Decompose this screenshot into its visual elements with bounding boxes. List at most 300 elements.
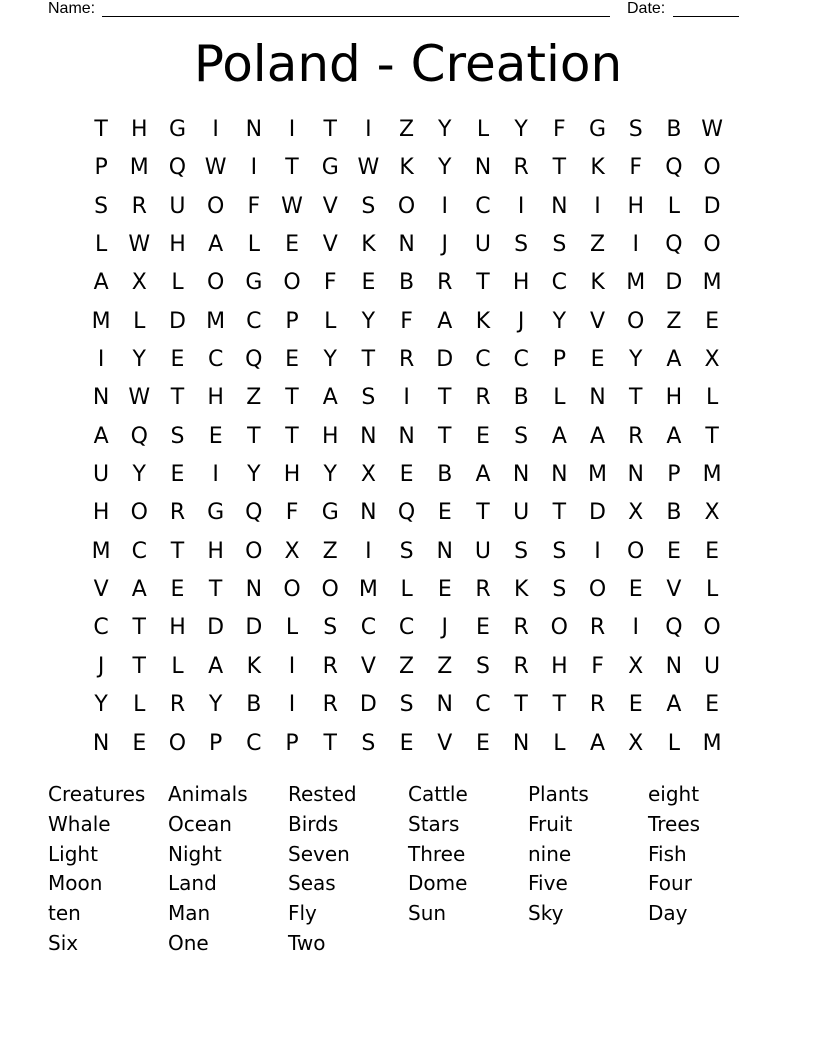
grid-letter: R bbox=[475, 385, 491, 411]
grid-letter: Q bbox=[665, 155, 683, 181]
grid-letter: E bbox=[590, 347, 605, 373]
grid-letter: C bbox=[513, 347, 529, 373]
grid-letter: M bbox=[702, 270, 722, 296]
word-list-item: Man bbox=[168, 901, 211, 926]
grid-letter: D bbox=[359, 692, 377, 718]
grid-letter: O bbox=[130, 500, 148, 526]
grid-letter: H bbox=[283, 462, 301, 488]
grid-letter: S bbox=[628, 117, 643, 142]
grid-letter: U bbox=[93, 462, 110, 488]
grid-letter: I bbox=[250, 155, 258, 181]
grid-letter: Q bbox=[168, 155, 187, 181]
grid-letter: L bbox=[247, 232, 260, 258]
grid-letter: T bbox=[247, 423, 261, 449]
header bbox=[48, 0, 748, 20]
grid-letter: D bbox=[207, 615, 225, 641]
grid-letter: E bbox=[170, 462, 185, 488]
grid-letter: Y bbox=[628, 347, 643, 373]
word-list-item: Fly bbox=[288, 901, 317, 926]
word-list-item: Sun bbox=[408, 901, 447, 926]
grid-letter: N bbox=[551, 462, 568, 488]
grid-letter: X bbox=[628, 730, 644, 756]
grid-letter: K bbox=[399, 155, 414, 181]
grid-letter: D bbox=[665, 270, 683, 296]
word-list-item: nine bbox=[528, 841, 572, 866]
grid-row bbox=[82, 226, 732, 264]
grid-letter: X bbox=[628, 500, 644, 526]
grid-letter: O bbox=[283, 270, 301, 296]
date-blank-line bbox=[673, 16, 739, 17]
grid-letter: S bbox=[552, 538, 567, 564]
grid-letter: Q bbox=[245, 347, 263, 373]
word-list-item: Seas bbox=[288, 871, 336, 896]
word-list-item: Light bbox=[48, 841, 98, 866]
grid-row bbox=[82, 456, 732, 494]
grid-letter: F bbox=[285, 500, 299, 526]
grid-letter: I bbox=[288, 653, 296, 679]
grid-letter: Z bbox=[589, 232, 606, 258]
grid-letter: I bbox=[212, 462, 219, 488]
word-list-item: Trees bbox=[648, 811, 701, 836]
grid-letter: N bbox=[398, 232, 415, 258]
grid-letter: R bbox=[398, 347, 415, 373]
grid-letter: M bbox=[702, 462, 722, 488]
grid-letter: O bbox=[206, 270, 225, 296]
word-list-item: Fish bbox=[648, 841, 687, 866]
grid-letter: I bbox=[212, 117, 219, 142]
grid-letter: K bbox=[361, 232, 376, 258]
grid-letter: L bbox=[667, 730, 681, 756]
word-list-item: Plants bbox=[528, 782, 589, 806]
grid-letter: A bbox=[590, 730, 606, 756]
word-list-item: Night bbox=[168, 841, 222, 866]
name-blank-line bbox=[102, 16, 610, 17]
grid-row bbox=[82, 609, 732, 647]
word-list-item: Rested bbox=[288, 782, 357, 806]
grid-letter: A bbox=[208, 232, 224, 258]
word-list-item: Seven bbox=[288, 841, 350, 866]
grid-letter: Y bbox=[132, 462, 146, 488]
grid-letter: R bbox=[131, 193, 147, 219]
word-list-item: Moon bbox=[48, 871, 103, 896]
grid-letter: N bbox=[551, 193, 568, 219]
grid-letter: D bbox=[245, 615, 263, 641]
grid-letter: U bbox=[704, 653, 721, 679]
grid-letter: C bbox=[475, 193, 491, 219]
word-list-item: Two bbox=[288, 930, 326, 955]
grid-letter: R bbox=[589, 692, 606, 718]
grid-row bbox=[82, 418, 732, 456]
grid-letter: U bbox=[474, 232, 492, 258]
grid-letter: X bbox=[131, 270, 147, 296]
grid-letter: E bbox=[705, 692, 720, 718]
word-list-item: Stars bbox=[408, 811, 460, 836]
grid-letter: T bbox=[438, 423, 452, 449]
word-list-item: Six bbox=[48, 930, 79, 955]
grid-letter: C bbox=[398, 615, 415, 641]
grid-letter: N bbox=[474, 155, 492, 181]
grid-letter: T bbox=[323, 117, 337, 142]
grid-letter: N bbox=[398, 423, 415, 449]
grid-letter: X bbox=[704, 500, 720, 526]
grid-letter: B bbox=[437, 462, 453, 488]
grid-letter: Z bbox=[399, 653, 415, 679]
grid-letter: I bbox=[594, 193, 601, 219]
grid-letter: B bbox=[246, 692, 262, 718]
grid-letter: D bbox=[436, 347, 454, 373]
grid-letter: E bbox=[437, 500, 452, 526]
grid-letter: I bbox=[632, 615, 639, 641]
grid-letter: Z bbox=[246, 385, 262, 411]
grid-letter: F bbox=[247, 193, 261, 219]
grid-letter: A bbox=[322, 385, 338, 411]
grid-letter: V bbox=[666, 577, 682, 603]
grid-row bbox=[82, 533, 732, 571]
grid-letter: Q bbox=[665, 615, 683, 641]
word-list-item: Ocean bbox=[168, 811, 232, 836]
grid-letter: I bbox=[632, 232, 639, 258]
grid-row bbox=[82, 494, 732, 532]
grid-letter: A bbox=[551, 423, 567, 449]
grid-letter: S bbox=[552, 232, 567, 258]
word-list-item: Three bbox=[408, 841, 466, 866]
grid-letter: A bbox=[93, 270, 109, 296]
word-list-item: Fruit bbox=[528, 811, 573, 836]
grid-letter: H bbox=[207, 538, 224, 564]
grid-letter: Y bbox=[361, 308, 376, 334]
grid-letter: W bbox=[128, 232, 151, 258]
grid-letter: P bbox=[667, 462, 681, 488]
grid-letter: T bbox=[476, 270, 490, 296]
grid-letter: I bbox=[288, 117, 296, 142]
grid-letter: T bbox=[552, 155, 567, 181]
grid-letter: E bbox=[705, 308, 720, 334]
grid-letter: Y bbox=[552, 308, 567, 334]
grid-letter: Z bbox=[437, 653, 453, 679]
grid-row bbox=[82, 303, 732, 341]
grid-letter: E bbox=[132, 730, 147, 756]
grid-letter: N bbox=[627, 462, 644, 488]
grid-letter: Z bbox=[399, 117, 415, 142]
grid-letter: E bbox=[705, 538, 720, 564]
grid-letter: C bbox=[475, 692, 491, 718]
grid-letter: S bbox=[361, 193, 376, 219]
grid-letter: Q bbox=[397, 500, 416, 526]
grid-letter: Z bbox=[666, 308, 682, 334]
grid-letter: S bbox=[399, 692, 414, 718]
grid-letter: W bbox=[128, 385, 151, 411]
grid-letter: Y bbox=[247, 462, 261, 488]
grid-letter: S bbox=[361, 730, 376, 756]
grid-letter: K bbox=[513, 577, 529, 603]
word-list-item: Animals bbox=[168, 782, 248, 806]
word-list-item: Dome bbox=[408, 871, 468, 896]
grid-letter: P bbox=[94, 155, 108, 181]
grid-letter: S bbox=[475, 653, 490, 679]
grid-letter: E bbox=[399, 462, 414, 488]
grid-letter: V bbox=[360, 653, 376, 679]
grid-letter: T bbox=[705, 423, 719, 449]
grid-letter: N bbox=[92, 385, 110, 411]
grid-letter: N bbox=[360, 500, 377, 526]
grid-letter: L bbox=[705, 385, 719, 411]
grid-letter: K bbox=[246, 653, 262, 679]
grid-letter: C bbox=[246, 308, 262, 334]
grid-letter: J bbox=[97, 653, 105, 679]
grid-letter: H bbox=[321, 423, 339, 449]
grid-letter: O bbox=[550, 615, 568, 641]
grid-letter: D bbox=[703, 193, 721, 219]
grid-letter: E bbox=[476, 730, 490, 756]
word-list-item: One bbox=[168, 930, 209, 955]
grid-letter: K bbox=[475, 308, 491, 334]
grid-letter: N bbox=[436, 538, 454, 564]
grid-letter: T bbox=[552, 500, 567, 526]
grid-letter: L bbox=[400, 577, 413, 603]
grid-letter: O bbox=[283, 577, 301, 603]
grid-letter: L bbox=[324, 308, 337, 334]
grid-letter: G bbox=[321, 500, 339, 526]
grid-letter: L bbox=[553, 730, 566, 756]
grid-letter: A bbox=[208, 653, 224, 679]
grid-row bbox=[82, 341, 732, 379]
grid-letter: C bbox=[131, 538, 147, 564]
grid-letter: T bbox=[628, 385, 643, 411]
word-list-item: Sky bbox=[528, 901, 564, 926]
grid-letter: T bbox=[285, 385, 299, 411]
grid-letter: L bbox=[133, 692, 146, 718]
word-list-item: Land bbox=[168, 871, 217, 896]
grid-letter: H bbox=[92, 500, 110, 526]
grid-row bbox=[82, 379, 732, 417]
grid-letter: J bbox=[517, 308, 525, 334]
grid-letter: T bbox=[94, 117, 108, 142]
grid-letter: E bbox=[628, 692, 643, 718]
grid-letter: B bbox=[513, 385, 529, 411]
grid-letter: O bbox=[703, 232, 721, 258]
grid-letter: R bbox=[475, 577, 491, 603]
grid-letter: H bbox=[665, 385, 683, 411]
grid-letter: L bbox=[476, 117, 490, 142]
grid-letter: C bbox=[360, 615, 377, 641]
grid-letter: R bbox=[513, 155, 529, 181]
grid-letter: F bbox=[591, 653, 604, 679]
grid-letter: E bbox=[285, 347, 299, 373]
grid-letter: N bbox=[589, 385, 606, 411]
grid-letter: C bbox=[246, 730, 262, 756]
grid-letter: P bbox=[285, 730, 299, 756]
grid-letter: T bbox=[438, 385, 452, 411]
grid-letter: E bbox=[476, 615, 490, 641]
grid-letter: P bbox=[285, 308, 299, 334]
grid-letter: N bbox=[436, 692, 454, 718]
word-list-item: eight bbox=[648, 782, 700, 806]
grid-letter: D bbox=[589, 500, 606, 526]
grid-letter: C bbox=[475, 347, 491, 373]
grid-row bbox=[82, 264, 732, 302]
grid-letter: F bbox=[553, 117, 566, 142]
grid-letter: O bbox=[321, 577, 339, 603]
grid-letter: M bbox=[129, 155, 149, 181]
grid-letter: E bbox=[170, 577, 185, 603]
grid-row bbox=[82, 648, 732, 686]
grid-letter: T bbox=[170, 538, 185, 564]
grid-letter: S bbox=[323, 615, 338, 641]
grid-row bbox=[82, 725, 732, 763]
grid-letter: T bbox=[132, 615, 146, 641]
page-title: Poland - Creation bbox=[193, 35, 623, 93]
grid-letter: J bbox=[441, 232, 449, 258]
grid-letter: F bbox=[400, 308, 413, 334]
grid-letter: Q bbox=[245, 500, 263, 526]
word-list-item: Whale bbox=[48, 811, 111, 836]
grid-letter: N bbox=[512, 462, 530, 488]
grid-letter: E bbox=[437, 577, 452, 603]
word-list-item: Four bbox=[648, 871, 692, 896]
grid-letter: L bbox=[667, 193, 681, 219]
grid-letter: F bbox=[629, 155, 643, 181]
grid-letter: O bbox=[627, 538, 645, 564]
grid-letter: S bbox=[514, 423, 529, 449]
grid-letter: S bbox=[399, 538, 414, 564]
grid-letter: E bbox=[666, 538, 681, 564]
grid-letter: Z bbox=[322, 538, 338, 564]
word-list-item: Day bbox=[648, 901, 688, 926]
grid-letter: M bbox=[702, 730, 722, 756]
grid-letter: X bbox=[628, 653, 644, 679]
grid-letter: R bbox=[169, 500, 186, 526]
grid-letter: I bbox=[288, 692, 296, 718]
grid-letter: L bbox=[171, 653, 184, 679]
grid-letter: E bbox=[170, 347, 185, 373]
grid-letter: M bbox=[358, 577, 378, 603]
word-list-item: Birds bbox=[288, 811, 339, 836]
grid-letter: N bbox=[245, 577, 263, 603]
grid-letter: T bbox=[361, 347, 376, 373]
grid-letter: Y bbox=[132, 347, 146, 373]
grid-letter: R bbox=[589, 615, 606, 641]
grid-letter: T bbox=[208, 577, 223, 603]
grid-letter: Q bbox=[665, 232, 683, 258]
grid-letter: A bbox=[475, 462, 491, 488]
grid-letter: N bbox=[665, 653, 683, 679]
grid-letter: O bbox=[703, 155, 721, 181]
grid-letter: I bbox=[441, 193, 449, 219]
grid-letter: A bbox=[437, 308, 453, 334]
grid-letter: E bbox=[208, 423, 223, 449]
grid-letter: E bbox=[361, 270, 376, 296]
grid-letter: K bbox=[590, 155, 605, 181]
grid-letter: R bbox=[322, 692, 338, 718]
grid-letter: B bbox=[399, 270, 415, 296]
grid-letter: Y bbox=[323, 347, 337, 373]
grid-letter: H bbox=[207, 385, 224, 411]
grid-letter: X bbox=[360, 462, 376, 488]
grid-letter: T bbox=[514, 692, 528, 718]
grid-letter: C bbox=[93, 615, 109, 641]
grid-letter: Y bbox=[514, 117, 528, 142]
grid-letter: R bbox=[437, 270, 453, 296]
grid-letter: G bbox=[589, 117, 607, 142]
grid-letter: B bbox=[666, 117, 682, 142]
grid-letter: J bbox=[441, 615, 449, 641]
grid-letter: W bbox=[701, 117, 723, 142]
grid-letter: E bbox=[476, 423, 490, 449]
grid-letter: E bbox=[399, 730, 414, 756]
grid-letter: L bbox=[553, 385, 566, 411]
grid-row bbox=[82, 571, 732, 609]
grid-letter: I bbox=[517, 193, 525, 219]
grid-letter: R bbox=[322, 653, 338, 679]
grid-letter: U bbox=[474, 538, 492, 564]
grid-letter: T bbox=[170, 385, 185, 411]
grid-letter: T bbox=[552, 692, 567, 718]
grid-letter: X bbox=[704, 347, 720, 373]
grid-letter: S bbox=[170, 423, 185, 449]
grid-letter: B bbox=[666, 500, 682, 526]
word-list bbox=[48, 780, 768, 959]
grid-letter: X bbox=[284, 538, 300, 564]
grid-letter: W bbox=[357, 155, 380, 181]
grid-letter: I bbox=[365, 117, 372, 142]
grid-letter: L bbox=[94, 232, 108, 258]
grid-letter: C bbox=[551, 270, 568, 296]
grid-row bbox=[82, 149, 732, 187]
grid-letter: N bbox=[92, 730, 110, 756]
grid-letter: A bbox=[131, 577, 147, 603]
grid-letter: R bbox=[513, 615, 529, 641]
grid-row bbox=[82, 686, 732, 724]
grid-letter: O bbox=[627, 308, 645, 334]
grid-letter: M bbox=[588, 462, 608, 488]
grid-letter: W bbox=[204, 155, 227, 181]
grid-letter: Y bbox=[208, 692, 223, 718]
grid-letter: U bbox=[169, 193, 186, 219]
grid-letter: O bbox=[703, 615, 721, 641]
grid-letter: O bbox=[206, 193, 225, 219]
grid-letter: A bbox=[590, 423, 606, 449]
grid-letter: Y bbox=[94, 692, 108, 718]
grid-letter: O bbox=[168, 730, 187, 756]
grid-letter: I bbox=[365, 538, 372, 564]
grid-letter: G bbox=[168, 117, 186, 142]
grid-letter: M bbox=[91, 308, 111, 334]
grid-letter: I bbox=[403, 385, 410, 411]
grid-letter: A bbox=[666, 423, 682, 449]
word-list-item: ten bbox=[48, 901, 81, 926]
grid-letter: U bbox=[513, 500, 530, 526]
grid-letter: M bbox=[626, 270, 646, 296]
grid-letter: H bbox=[169, 232, 186, 258]
grid-letter: V bbox=[590, 308, 606, 334]
grid-letter: R bbox=[169, 692, 186, 718]
grid-letter: E bbox=[628, 577, 643, 603]
grid-letter: M bbox=[91, 538, 111, 564]
letter-grid bbox=[82, 111, 732, 763]
grid-letter: T bbox=[132, 653, 146, 679]
grid-letter: V bbox=[322, 193, 338, 219]
grid-row bbox=[82, 188, 732, 226]
grid-letter: L bbox=[171, 270, 184, 296]
grid-letter: V bbox=[437, 730, 453, 756]
grid-letter: T bbox=[323, 730, 337, 756]
grid-letter: C bbox=[207, 347, 224, 373]
grid-letter: T bbox=[285, 423, 299, 449]
grid-letter: T bbox=[285, 155, 299, 181]
grid-letter: P bbox=[209, 730, 223, 756]
grid-letter: Y bbox=[438, 117, 452, 142]
grid-letter: O bbox=[397, 193, 416, 219]
